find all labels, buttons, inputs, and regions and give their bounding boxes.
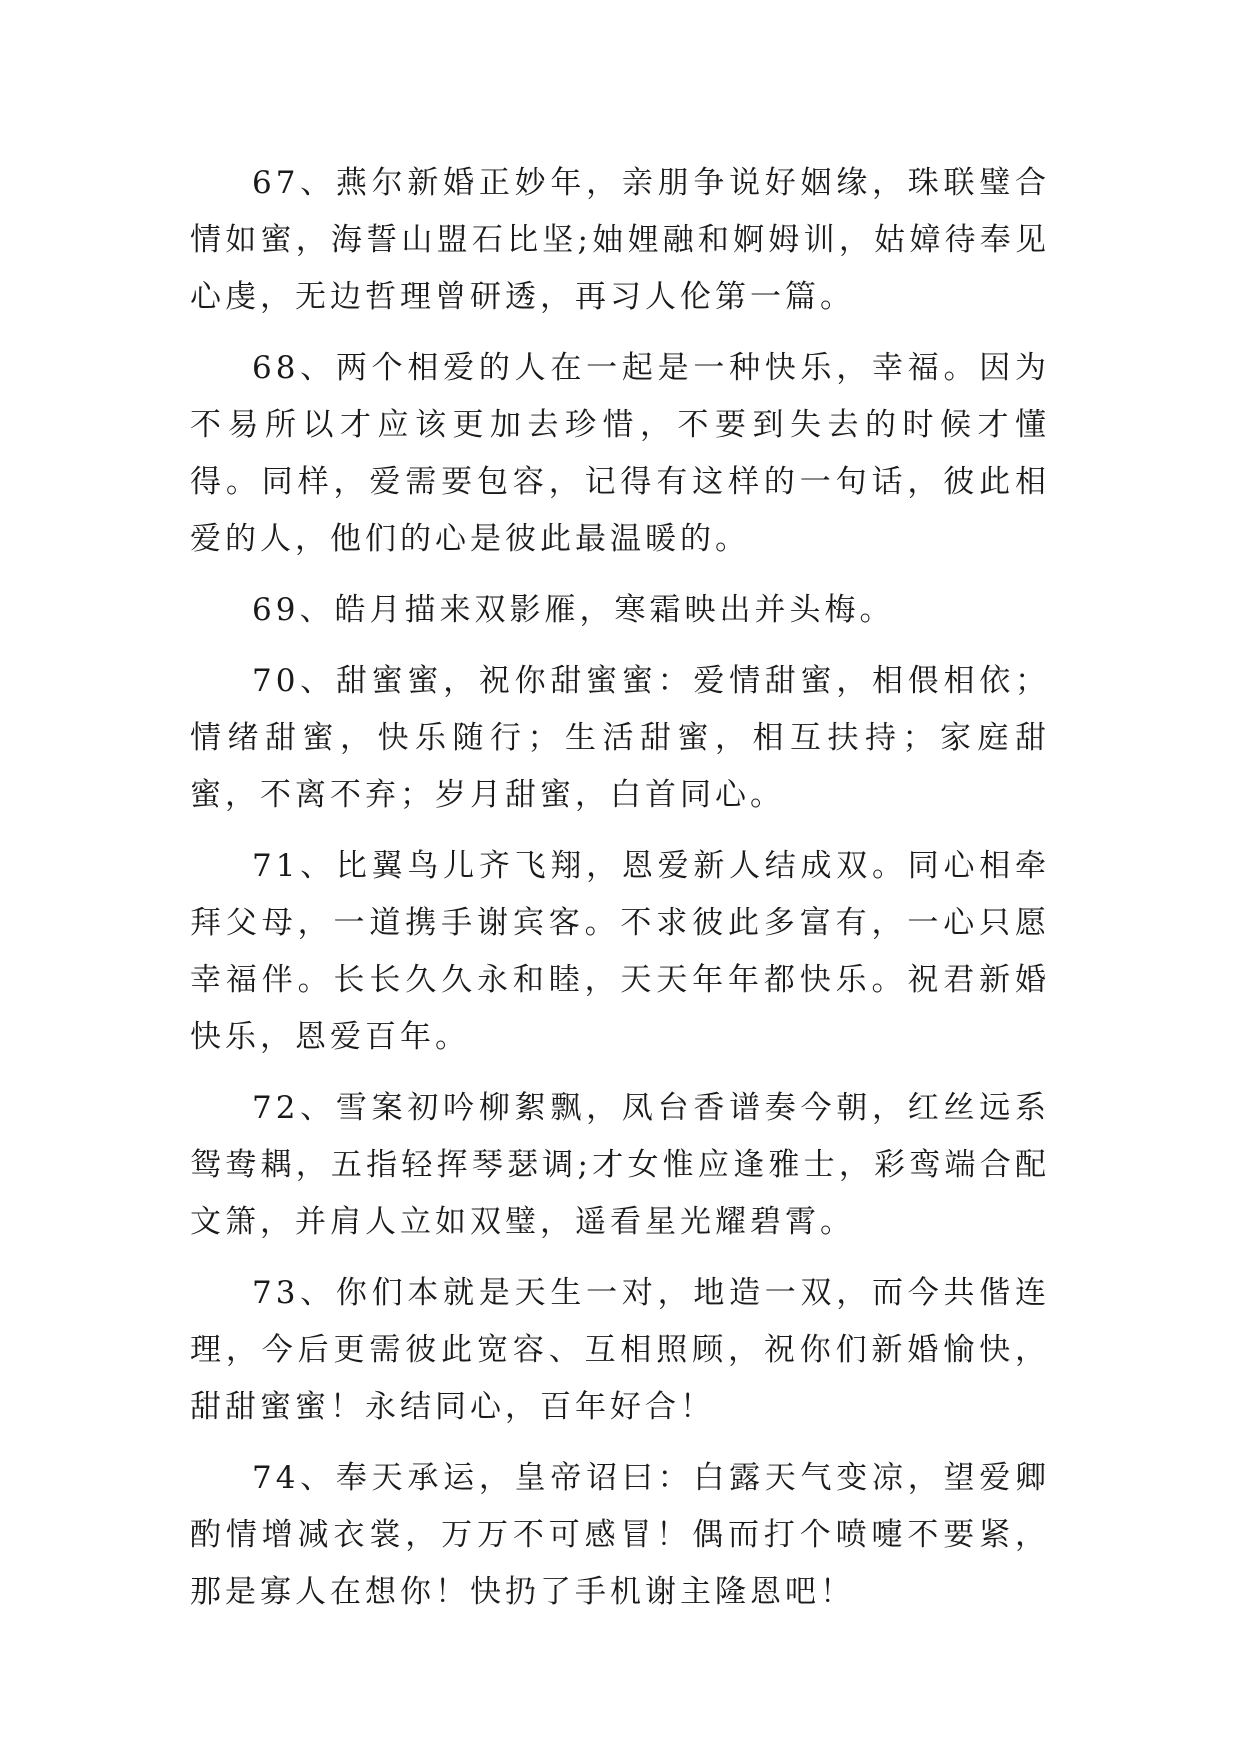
paragraph-72: 72、雪案初吟柳絮飘，凤台香谱奏今朝，红丝远系鸳鸯耦，五指轻挥琴瑟调;才女惟应逢雅士，彩鸾端合配文箫，并肩人立如双璧，遥看星光耀碧霄。: [190, 1090, 1050, 1240]
paragraph-71: 71、比翼鸟儿齐飞翔，恩爱新人结成双。同心相牵拜父母，一道携手谢宾客。不求彼此多富有，一心只愿幸福伴。长长久久永和睦，天天年年都快乐。祝君新婚快乐，恩爱百年。: [190, 848, 1050, 1055]
paragraph-68: 68、两个相爱的人在一起是一种快乐，幸福。因为不易所以才应该更加去珍惜，不要到失去的时候才懂得。同样，爱需要包容，记得有这样的一句话，彼此相爱的人，他们的心是彼此最温暖的。: [190, 350, 1050, 557]
paragraph-67: 67、燕尔新婚正妙年，亲朋争说好姻缘，珠联璧合情如蜜，海誓山盟石比坚;妯娌融和婀姆训，姑嫜待奉见心虔，无边哲理曾研透，再习人伦第一篇。: [190, 165, 1050, 315]
paragraph-73: 73、你们本就是天生一对，地造一双，而今共偕连理，今后更需彼此宽容、互相照顾，祝你们新婚愉快，甜甜蜜蜜！永结同心，百年好合！: [190, 1275, 1050, 1425]
paragraph-70: 70、甜蜜蜜，祝你甜蜜蜜：爱情甜蜜，相偎相依；情绪甜蜜，快乐随行；生活甜蜜，相互扶持；家庭甜蜜，不离不弃；岁月甜蜜，白首同心。: [190, 663, 1050, 813]
document-body: [190, 155, 1050, 1635]
paragraph-74: 74、奉天承运，皇帝诏曰：白露天气变凉，望爱卿酌情增减衣裳，万万不可感冒！偶而打个喷嚏不要紧，那是寡人在想你！快扔了手机谢主隆恩吧！: [190, 1460, 1050, 1610]
paragraph-69: 69、皓月描来双影雁，寒霜映出并头梅。: [252, 592, 895, 628]
